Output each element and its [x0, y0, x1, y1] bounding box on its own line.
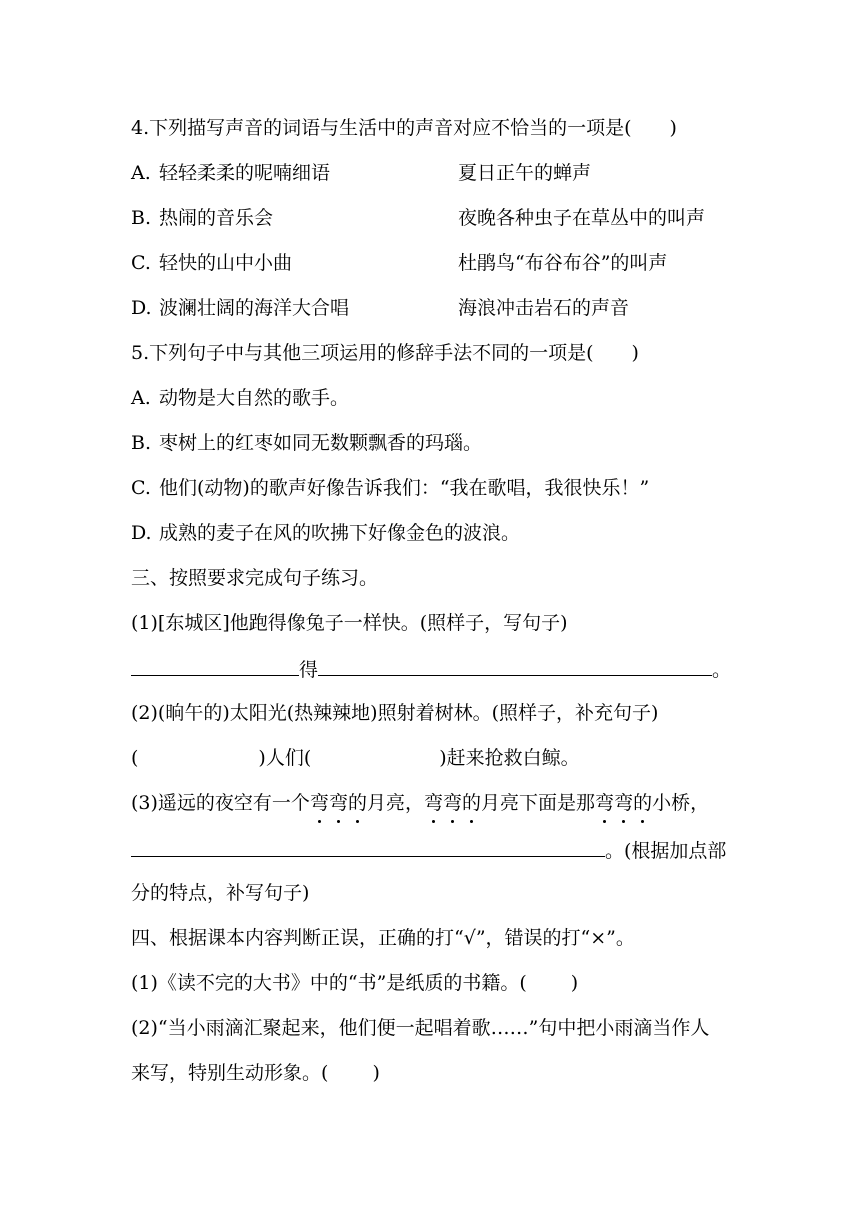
option-text: 枣树上的红枣如同无数颗飘香的玛瑙。 — [159, 432, 483, 454]
answer-end-punct: 。 — [712, 659, 732, 681]
answer-blank[interactable] — [131, 838, 605, 857]
dotted-char: 弯 — [309, 792, 329, 814]
option-left-text: 波澜壮阔的海洋大合唱 — [159, 297, 350, 319]
dotted-char: 的 — [462, 792, 482, 814]
s4-item2-line1: (2)“当小雨滴汇聚起来，他们便一起唱着歌……”句中把小雨滴当作人 — [131, 1017, 710, 1039]
q4-option-b — [131, 205, 273, 231]
answer-tail-text: 。(根据加点部 — [605, 840, 727, 862]
section4-heading: 四、根据课本内容判断正误，正确的打“√”，错误的打“×”。 — [131, 927, 635, 949]
q5-option-b — [131, 430, 482, 456]
dotted-char: 弯 — [423, 792, 443, 814]
option-letter: B. — [131, 432, 152, 454]
dotted-char: 弯 — [595, 792, 615, 814]
s3-item3-answer-line — [131, 838, 726, 864]
option-letter: A. — [131, 162, 151, 184]
s3-item3-note: 分的特点，补写句子) — [131, 882, 310, 904]
s3-item2-answer-line — [131, 745, 580, 771]
answer-blank[interactable] — [131, 657, 299, 676]
option-letter: C. — [131, 477, 151, 499]
text-segment: 月亮下面是那 — [481, 792, 596, 814]
q5-option-a — [131, 385, 349, 411]
q4-stem: 4.下列描写声音的词语与生活中的声音对应不恰当的一项是( ) — [131, 117, 677, 139]
q4-option-d-right: 海浪冲击岩石的声音 — [458, 297, 630, 319]
option-left-text: 轻快的山中小曲 — [159, 252, 293, 274]
s4-item2-line2: 来写，特别生动形象。( ) — [131, 1062, 380, 1084]
dotted-emphasis — [424, 792, 481, 814]
s4-item1: (1)《读不完的大书》中的“书”是纸质的书籍。( ) — [131, 972, 579, 994]
dotted-char: 的 — [347, 792, 367, 814]
dotted-char: 弯 — [328, 792, 348, 814]
dotted-char: 弯 — [614, 792, 634, 814]
q4-option-a — [131, 160, 330, 186]
option-text: 成熟的麦子在风的吹拂下好像金色的波浪。 — [159, 522, 521, 544]
text-segment: 小桥， — [652, 792, 710, 814]
paren-open: ( — [131, 747, 139, 769]
q4-option-c — [131, 250, 292, 276]
option-letter: D. — [131, 297, 152, 319]
option-letter: D. — [131, 522, 152, 544]
option-letter: B. — [131, 207, 152, 229]
answer-blank[interactable] — [318, 657, 712, 676]
q4-option-a-right: 夏日正午的蝉声 — [458, 162, 592, 184]
q5-stem: 5.下列句子中与其他三项运用的修辞手法不同的一项是( ) — [131, 342, 639, 364]
q4-option-b-right: 夜晚各种虫子在草丛中的叫声 — [458, 207, 706, 229]
q4-option-c-right: 杜鹃鸟“布谷布谷”的叫声 — [458, 252, 668, 274]
s3-item3-prompt — [131, 790, 860, 816]
dotted-char: 弯 — [443, 792, 463, 814]
option-letter: A. — [131, 387, 151, 409]
dotted-char: 的 — [633, 792, 653, 814]
s3-item1-prompt: (1)[东城区]他跑得像兔子一样快。(照样子，写句子) — [131, 612, 568, 634]
q5-option-c — [131, 475, 649, 501]
q5-option-d — [131, 520, 520, 546]
s3-item1-answer-line — [131, 657, 731, 683]
option-text: 动物是大自然的歌手。 — [159, 387, 350, 409]
s3-item2-prompt: (2)(晌午的)太阳光(热辣辣地)照射着树林。(照样子，补充句子) — [131, 702, 659, 724]
option-left-text: 轻轻柔柔的呢喃细语 — [159, 162, 331, 184]
answer-mid-text: )人们( — [258, 747, 312, 769]
section3-heading: 三、按照要求完成句子练习。 — [131, 567, 379, 589]
q4-option-d — [131, 295, 349, 321]
dotted-emphasis — [310, 792, 367, 814]
answer-end-text: )赶来抢救白鲸。 — [439, 747, 580, 769]
text-segment: (3)遥远的夜空有一个 — [131, 792, 310, 814]
answer-mid-text: 得 — [299, 659, 319, 681]
text-segment: 月亮， — [366, 792, 424, 814]
option-text: 他们(动物)的歌声好像告诉我们：“我在歌唱，我很快乐！” — [159, 477, 650, 499]
option-letter: C. — [131, 252, 151, 274]
dotted-emphasis — [595, 792, 652, 814]
option-left-text: 热闹的音乐会 — [159, 207, 274, 229]
